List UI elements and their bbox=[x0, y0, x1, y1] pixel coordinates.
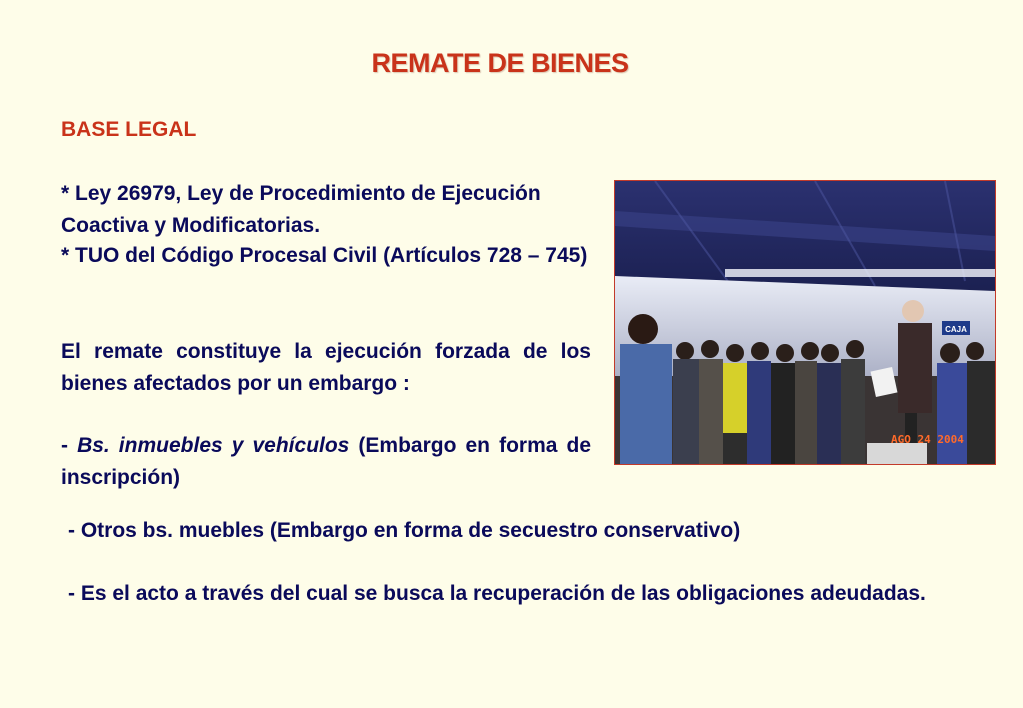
item-immovable-goods bbox=[61, 430, 591, 494]
section-heading: BASE LEGAL bbox=[61, 118, 197, 141]
item-movable-goods: - Otros bs. muebles (Embargo en forma de secuestro conservativo) bbox=[68, 519, 741, 542]
sign-caja-label: CAJA bbox=[945, 325, 967, 334]
item-italic-text: Bs. inmuebles y vehículos bbox=[77, 434, 350, 457]
item-definition-act: - Es el acto a través del cual se busca la recuperación de las obligaciones adeudadas. bbox=[68, 582, 926, 605]
item-prefix: - bbox=[61, 434, 78, 457]
law-reference-1: * Ley 26979, Ley de Procedimiento de Ejecución Coactiva y Modificatorias. bbox=[61, 182, 541, 237]
definition-text: El remate constituye la ejecución forzada de los bienes afectados por un embargo : bbox=[61, 340, 591, 395]
auction-photo-illustration bbox=[615, 181, 995, 464]
auction-photo bbox=[614, 180, 996, 465]
photo-date-stamp: AGO 24 2004 bbox=[891, 433, 964, 446]
law-reference-2: * TUO del Código Procesal Civil (Artículos 728 – 745) bbox=[61, 244, 588, 267]
item-suffix: (Embargo en forma de inscripción) bbox=[61, 434, 591, 489]
slide-title: REMATE DE BIENES bbox=[371, 48, 629, 78]
